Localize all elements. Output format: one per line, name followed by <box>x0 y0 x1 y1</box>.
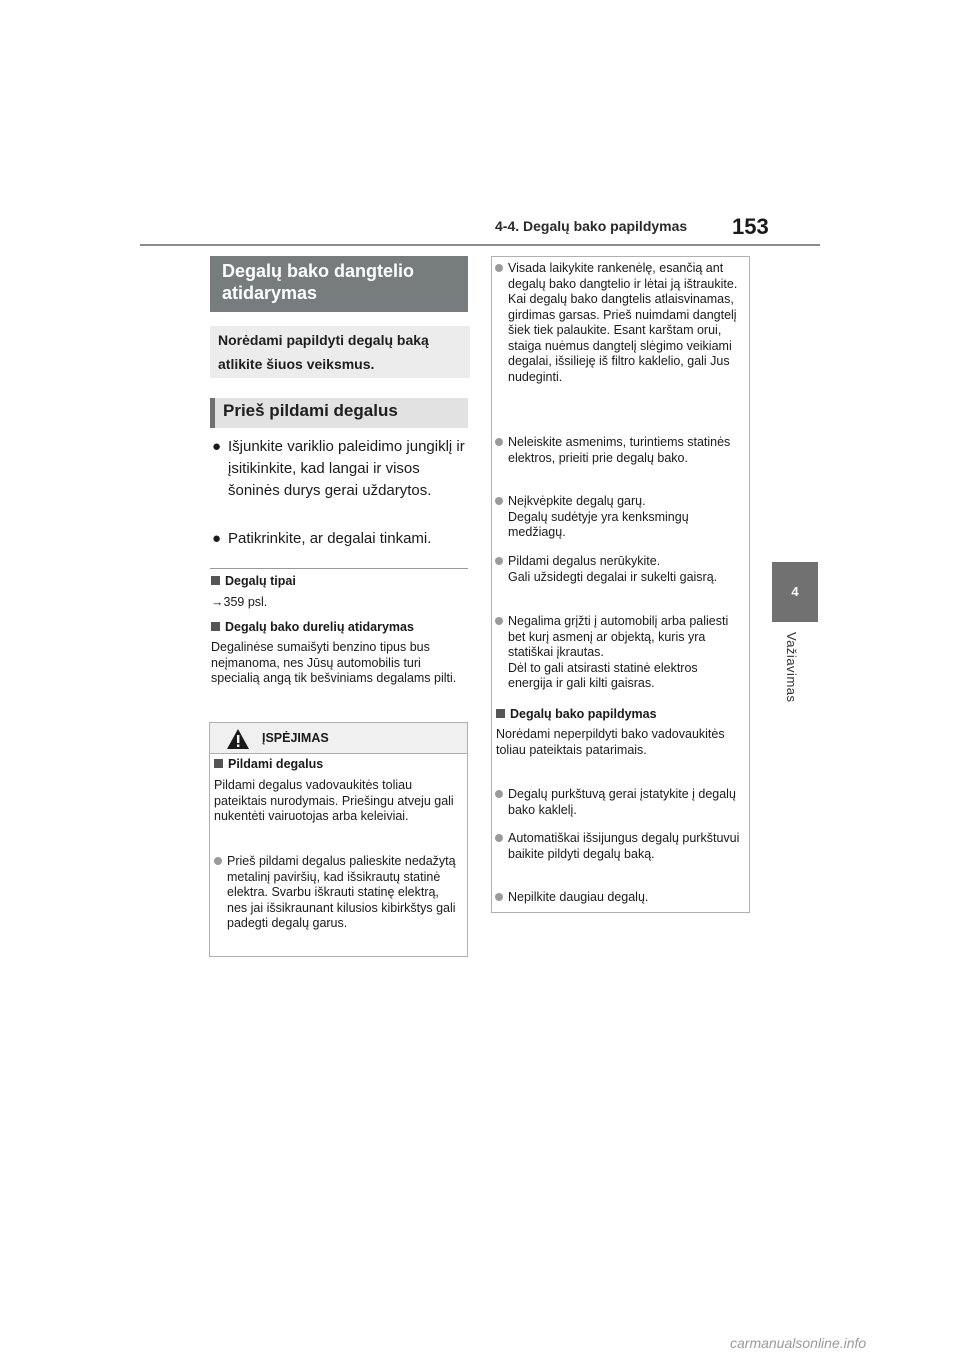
page-reference-link[interactable]: →359 psl. <box>211 595 268 609</box>
list-item <box>212 436 468 502</box>
list-item <box>495 261 745 385</box>
warning-list-text: Prieš pildami degalus palieskite nedažytą metalinį paviršių, kad išsikrautų statinė elektra. Svarbu iškrauti statinę elektrą, nes jai išsikraunant kilusios kibirkštys gali padegti degalų garus. <box>227 854 456 930</box>
bullet-icon <box>495 497 503 505</box>
fuel-types-heading: Degalų tipai <box>211 574 296 588</box>
list-item-text: Patikrinkite, ar degalai tinkami. <box>228 530 432 547</box>
warning-title: ĮSPĖJIMAS <box>262 731 329 745</box>
list-item <box>495 831 745 862</box>
warning-triangle-icon <box>226 728 250 750</box>
list-item-text: Išjunkite variklio paleidimo jungiklį ir įsitikinkite, kad langai ir visos šoninės durys gerai uždarytos. <box>228 438 465 499</box>
square-bullet-icon <box>211 622 220 631</box>
list-item-text: Pildami degalus nerūkykite. Gali užsidegti degalai ir sukelti gaisrą. <box>508 554 718 584</box>
list-item <box>212 528 468 550</box>
bullet-icon <box>495 557 503 565</box>
section-title: Degalų bako dangtelio atidarymas <box>210 256 468 312</box>
list-item <box>495 890 745 906</box>
fuel-door-heading: Degalų bako durelių atidarymas <box>211 620 414 634</box>
square-bullet-icon <box>214 759 223 768</box>
header-rule <box>140 244 820 246</box>
square-bullet-icon <box>496 709 505 718</box>
list-item-text: Neįkvėpkite degalų garų. Degalų sudėtyje yra kenksmingų medžiagų. <box>508 494 689 539</box>
chapter-tab[interactable]: 4 <box>772 562 818 622</box>
bullet-icon <box>495 617 503 625</box>
refill-heading: Degalų bako papildymas <box>496 707 657 721</box>
list-item <box>495 494 745 541</box>
intro-box: Norėdami papildyti degalų baką atlikite šiuos veiksmus. <box>210 326 470 378</box>
fuel-door-text: Degalinėse sumaišyti benzino tipus bus neįmanoma, nes Jūsų automobilis turi specialią angą tik bešviniams degalams pilti. <box>211 640 457 685</box>
watermark: carmanualsonline.info <box>730 1335 867 1351</box>
list-item <box>495 614 745 692</box>
bullet-icon <box>495 893 503 901</box>
square-bullet-icon <box>211 576 220 585</box>
chapter-title: 4-4. Degalų bako papildymas <box>495 218 688 234</box>
bullet-icon <box>495 790 503 798</box>
bullet-icon <box>495 264 503 272</box>
bullet-icon: ● <box>212 438 222 455</box>
list-item <box>495 435 745 466</box>
warning-list-item <box>214 854 462 932</box>
refill-text: Norėdami neperpildyti bako vadovaukitės toliau pateiktais patarimais. <box>496 727 725 757</box>
bullet-icon: ● <box>212 530 222 547</box>
chapter-tab-label: Važiavimas <box>784 632 799 703</box>
warning-text: Pildami degalus vadovaukitės toliau pateiktais nurodymais. Priešingu atveju gali nukentėti vairuotojas arba keleiviai. <box>214 778 454 823</box>
bullet-icon <box>495 834 503 842</box>
list-item <box>495 554 745 585</box>
list-item-text: Automatiškai išsijungus degalų purkštuvui baikite pildyti degalų baką. <box>508 831 740 861</box>
page-number: 153 <box>732 214 769 239</box>
bullet-icon <box>214 857 222 865</box>
list-item-text: Neleiskite asmenims, turintiems statinės elektros, prieiti prie degalų bako. <box>508 435 731 465</box>
list-item <box>495 787 745 818</box>
list-item-text: Nepilkite daugiau degalų. <box>508 890 649 904</box>
divider <box>210 568 468 569</box>
list-item-text: Negalima grįžti į automobilį arba paliesti bet kurį asmenį ar objektą, kuris yra statiškai įkrautas. Dėl to gali atsirasti statinė elektros energija ir gali kilti gaisras. <box>508 614 729 690</box>
subsection-title: Prieš pildami degalus <box>210 398 468 428</box>
list-item-text: Degalų purkštuvą gerai įstatykite į degalų bako kaklelį. <box>508 787 736 817</box>
warning-heading: Pildami degalus <box>214 757 323 771</box>
bullet-icon <box>495 438 503 446</box>
list-item-text: Visada laikykite rankenėlę, esančią ant degalų bako dangtelio ir lėtai ją ištraukite. Kai degalų bako dangtelis atlaisvinamas, girdimas garsas. Prieš nuimdami dangtelį šiek tiek palaukite. Esant karštam orui, staiga nuėmus dangtelį slėgimo veikiami degalai, išsilieję iš filtro kaklelio, gali Jus nudeginti. <box>508 261 738 384</box>
